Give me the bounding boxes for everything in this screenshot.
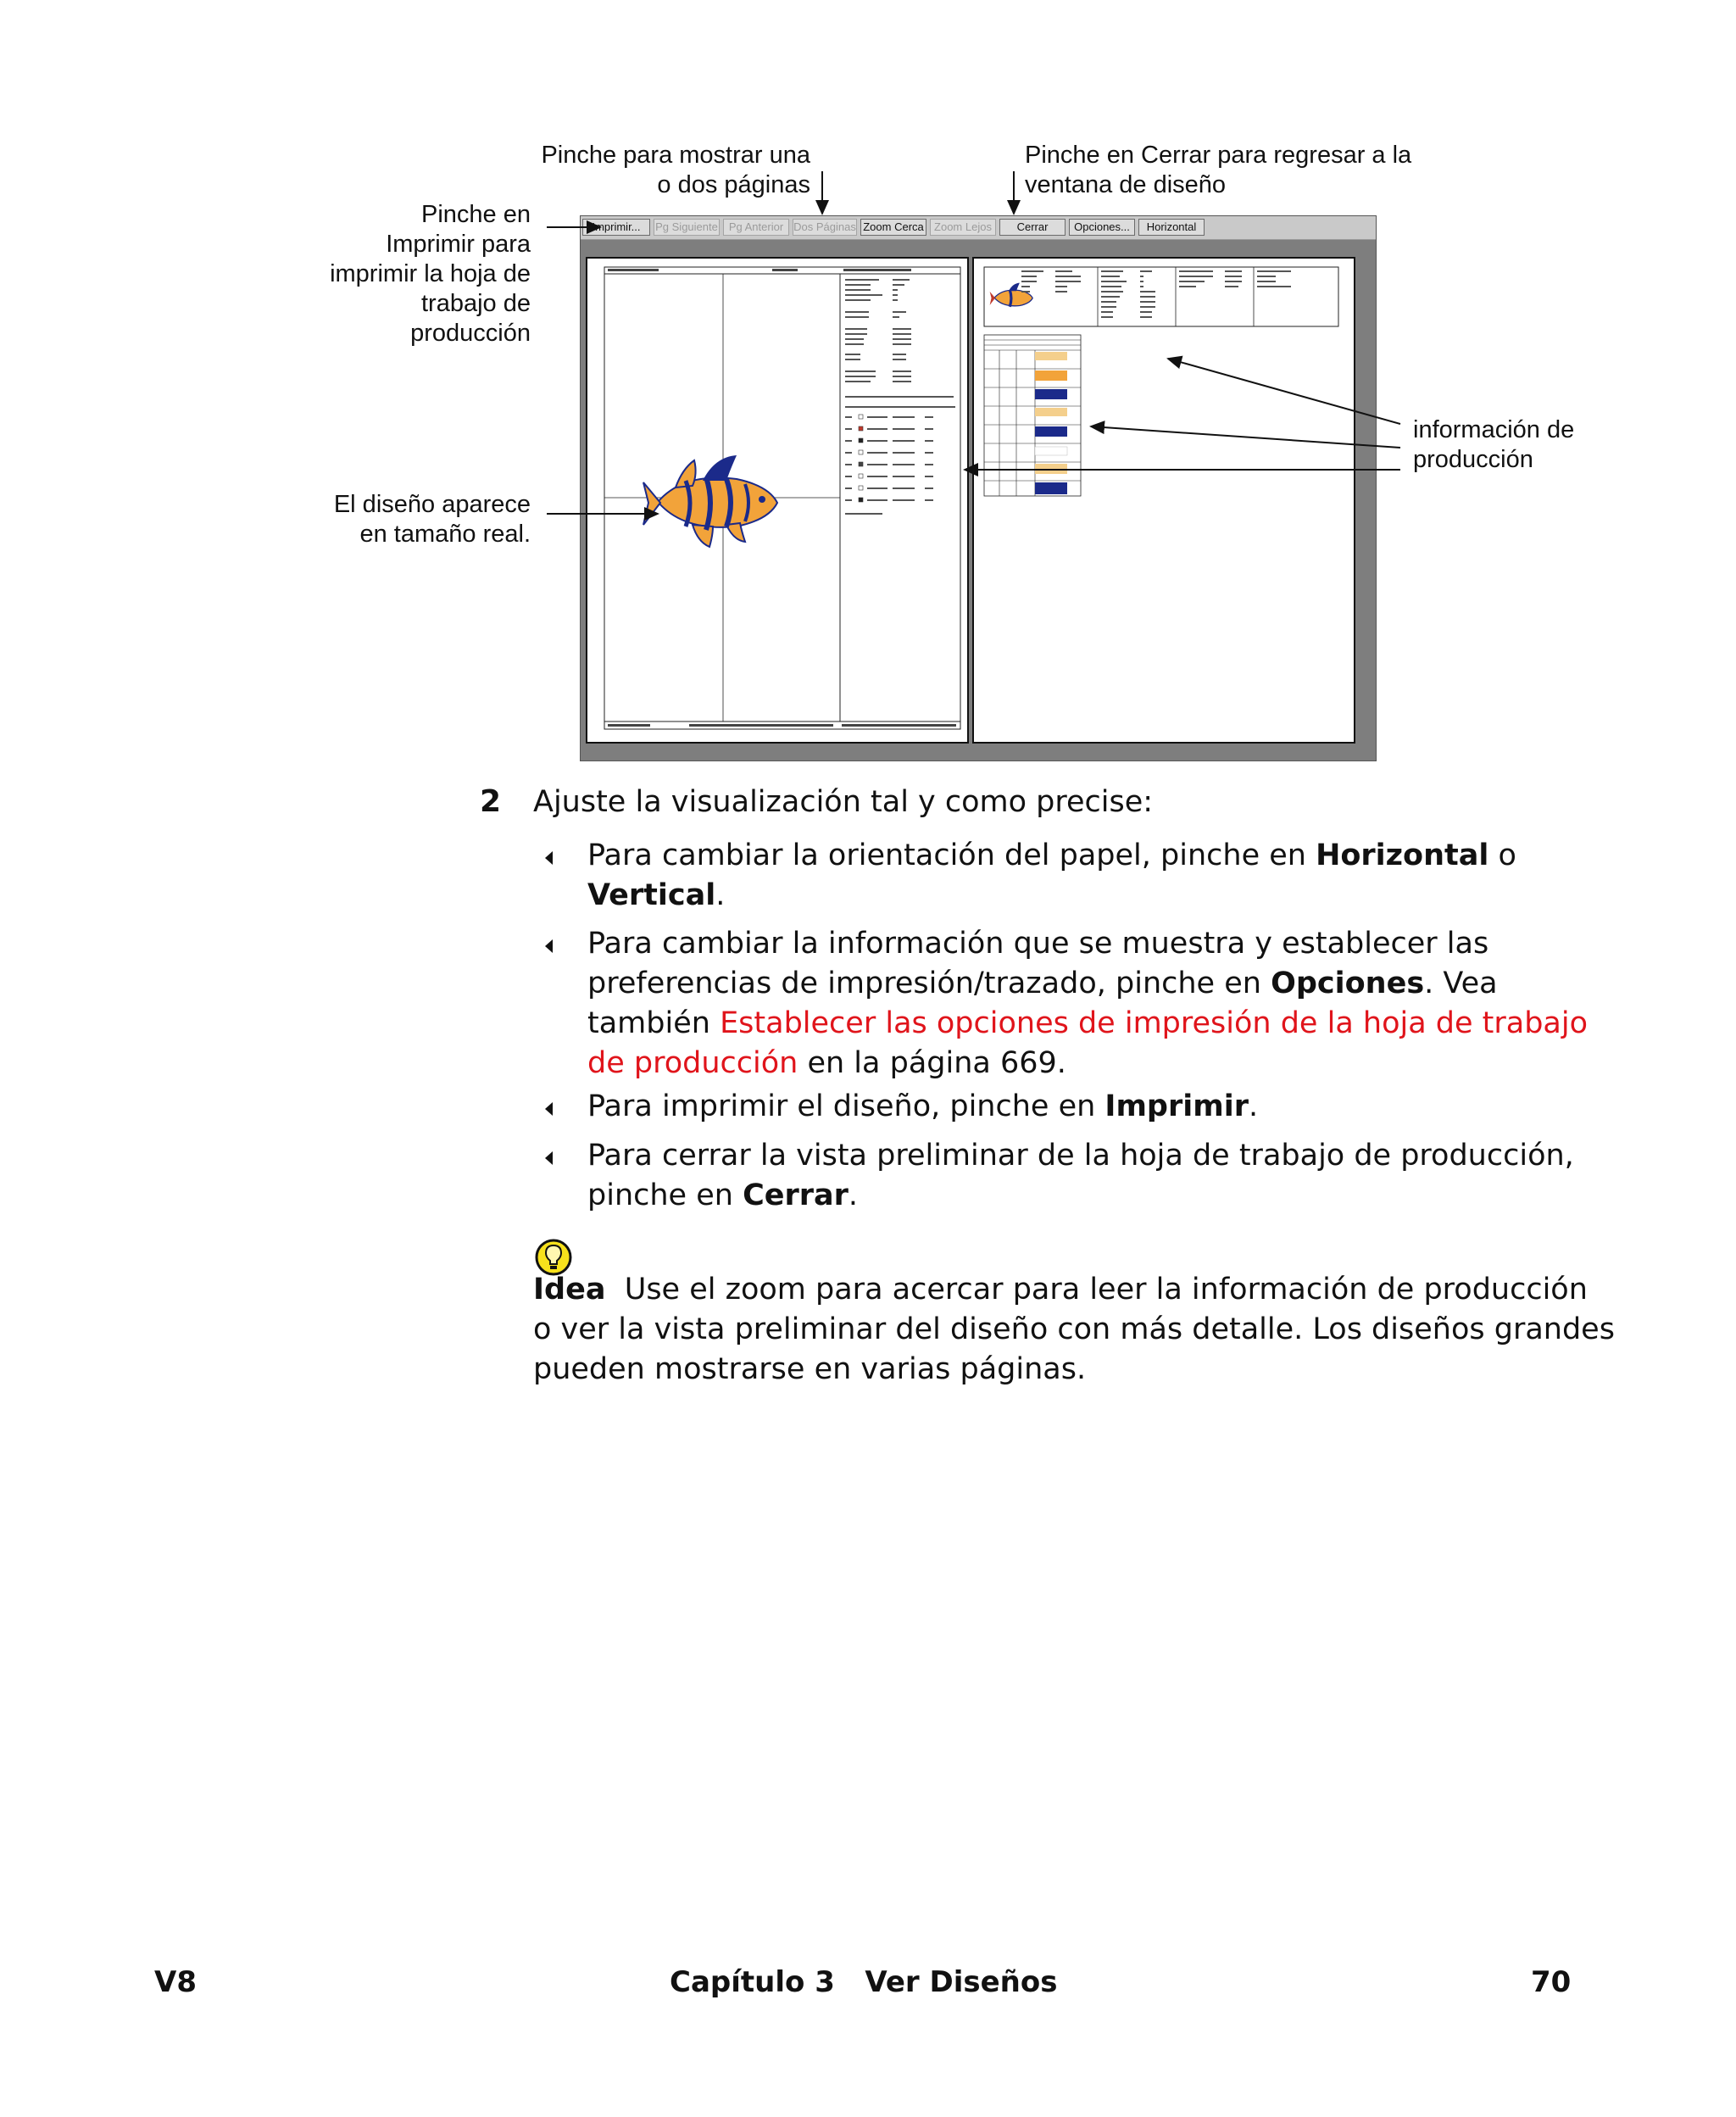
next-page-button[interactable]: Pg Siguiente: [654, 219, 720, 236]
bold-imprimir: Imprimir: [1104, 1089, 1249, 1123]
cross-reference-link[interactable]: Establecer las opciones de impresión de la hoja de trabajo: [720, 1006, 1589, 1040]
zoom-in-button[interactable]: Zoom Cerca: [860, 219, 926, 236]
landscape-button[interactable]: Horizontal: [1138, 219, 1205, 236]
tip-label: Idea: [533, 1273, 606, 1306]
bold-vertical: Vertical: [587, 878, 716, 912]
bullet-orientation: [587, 836, 1516, 916]
tip-paragraph: [533, 1270, 1615, 1390]
bold-horizontal: Horizontal: [1316, 838, 1489, 872]
text: pinche en: [587, 1178, 743, 1212]
text: o ver la vista preliminar del diseño con más detalle. Los diseños grandes: [533, 1312, 1615, 1346]
text: Use el zoom para acercar para leer la información de producción: [624, 1273, 1588, 1306]
bold-opciones: Opciones: [1271, 967, 1425, 1000]
text: Para cambiar la orientación del papel, pinche en: [587, 838, 1316, 872]
text: en la página 669.: [798, 1046, 1066, 1080]
text: Para imprimir el diseño, pinche en: [587, 1089, 1105, 1123]
options-button[interactable]: Opciones...: [1069, 219, 1135, 236]
text: también: [587, 1006, 721, 1040]
callout-line: ventana de diseño: [1025, 171, 1227, 198]
arrow-info-1: [1168, 359, 1400, 424]
bullet-triangle-icon: [542, 938, 556, 955]
callout-line: o dos páginas: [657, 171, 810, 198]
footer-chapter: Capítulo 3 Ver Diseños: [670, 1965, 1058, 1999]
footer-version: V8: [154, 1965, 197, 1999]
step-number: 2: [480, 784, 502, 819]
callout-line: información de: [1413, 416, 1575, 443]
two-pages-button[interactable]: Dos Páginas: [793, 219, 857, 236]
arrow-info-2: [1091, 426, 1400, 448]
text: . Vea: [1424, 967, 1498, 1000]
callout-line: en tamaño real.: [359, 521, 531, 548]
bullet-triangle-icon: [542, 1100, 556, 1117]
cross-reference-link[interactable]: de producción: [587, 1046, 798, 1080]
footer-page-number: 70: [1531, 1965, 1572, 1999]
bullet-triangle-icon: [542, 1150, 556, 1167]
prev-page-button[interactable]: Pg Anterior: [723, 219, 789, 236]
callout-line: trabajo de: [421, 290, 531, 317]
step-intro: Ajuste la visualización tal y como precise:: [533, 785, 1154, 819]
callout-line: producción: [410, 320, 531, 347]
zoom-out-button[interactable]: Zoom Lejos: [930, 219, 996, 236]
text: .: [1248, 1089, 1259, 1123]
text: o: [1488, 838, 1516, 872]
callout-line: Imprimir para: [386, 231, 531, 258]
callout-line: Pinche en Cerrar para regresar a la: [1025, 142, 1412, 169]
callout-line: El diseño aparece: [333, 491, 531, 518]
bullet-print: [587, 1087, 1258, 1127]
text: Para cambiar la información que se muestra y establecer las: [587, 927, 1489, 961]
bullet-close: [587, 1136, 1574, 1216]
bullet-options: [587, 924, 1588, 1084]
print-button[interactable]: Imprimir...: [582, 219, 650, 236]
bold-cerrar: Cerrar: [743, 1178, 849, 1212]
callout-line: Pinche en: [421, 201, 531, 228]
bullet-triangle-icon: [542, 850, 556, 866]
text: .: [848, 1178, 859, 1212]
text: pueden mostrarse en varias páginas.: [533, 1352, 1087, 1386]
text: Para cerrar la vista preliminar de la hoja de trabajo de producción,: [587, 1139, 1574, 1173]
callout-line: producción: [1413, 446, 1533, 473]
text: preferencias de impresión/trazado, pinche en: [587, 967, 1271, 1000]
text: .: [715, 878, 726, 912]
callout-line: Pinche para mostrar una: [541, 142, 810, 169]
callout-line: imprimir la hoja de: [330, 260, 531, 287]
close-button[interactable]: Cerrar: [999, 219, 1066, 236]
